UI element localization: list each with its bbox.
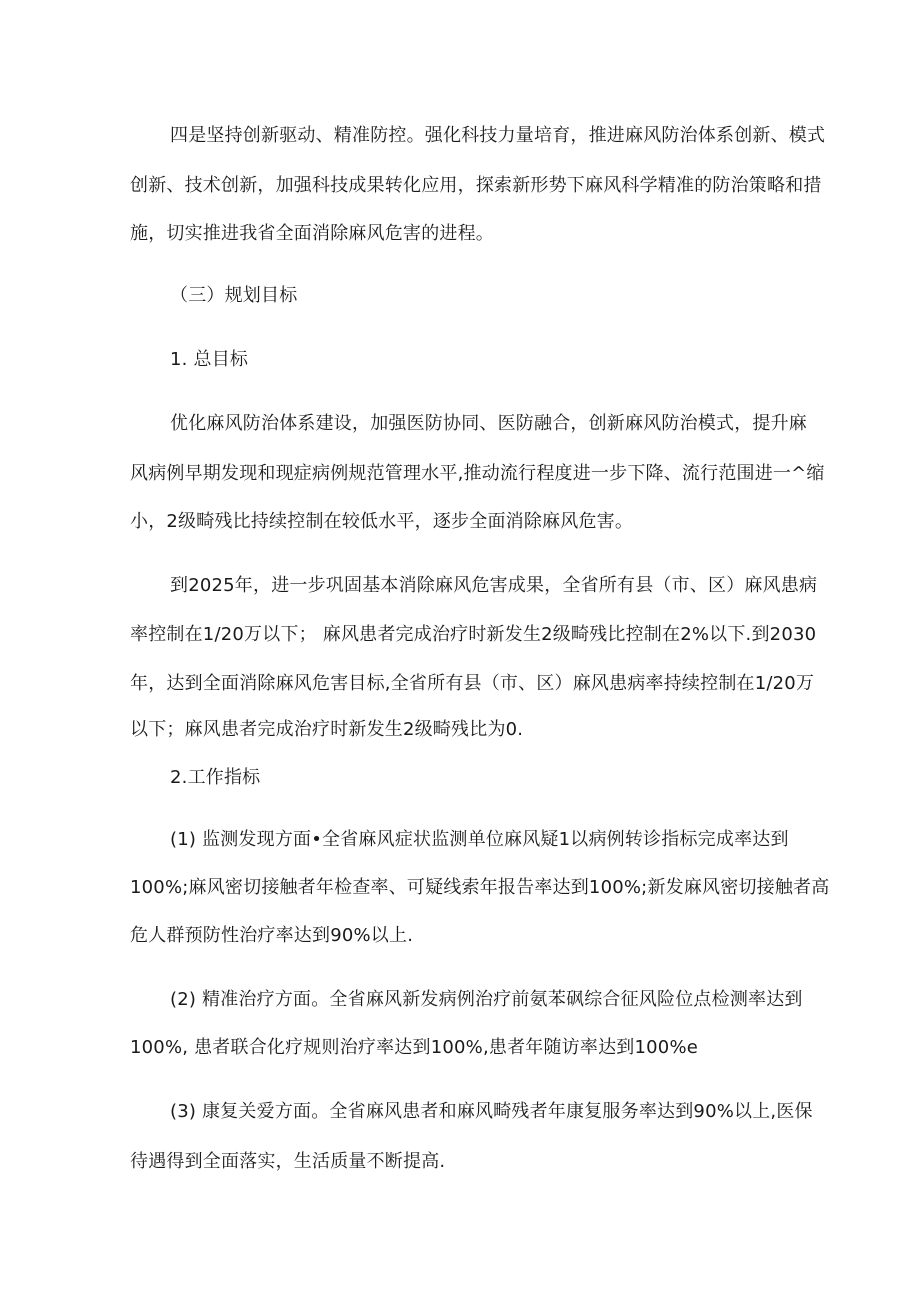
overall-goal-line-3: 小，2级畸残比持续控制在较低水平，逐步全面消除麻风危害。 [130,511,634,532]
targets-line-1: 到2025年，进一步巩固基本消除麻风危害成果，全省所有县（市、区）麻风患病 [170,575,818,596]
indicator-1-line-3: 危人群预防性治疗率达到90%以上. [130,925,414,946]
indicator-1-line-1: (1) 监测发现方面•全省麻风症状监测单位麻风疑1以病例转诊指标完成率达到 [170,829,789,850]
paragraph-4-line-3: 施，切实推进我省全面消除麻风危害的进程。 [130,223,494,244]
indicator-3-line-2: 待遇得到全面落实，生活质量不断提高. [130,1151,446,1172]
indicator-2-line-2: 100%, 患者联合化疗规则治疗率达到100%,患者年随访率达到100%e [130,1037,699,1058]
subheading-overall-goal: 1. 总目标 [170,349,249,370]
targets-line-3: 年，达到全面消除麻风危害目标,全省所有县（市、区）麻风患病率持续控制在1/20万 [130,673,815,694]
subheading-work-indicators: 2.工作指标 [170,767,261,788]
indicator-1-line-2: 100%;麻风密切接触者年检查率、可疑线索年报告率达到100%;新发麻风密切接触者高 [130,877,830,898]
indicator-3-line-1: (3) 康复关爱方面。全省麻风患者和麻风畸残者年康复服务率达到90%以上,医保 [170,1101,813,1122]
overall-goal-line-2: 风病例早期发现和现症病例规范管理水平,推动流行程度进一步下降、流行范围进一^缩 [130,463,825,484]
overall-goal-line-1: 优化麻风防治体系建设，加强医防协同、医防融合，创新麻风防治模式，提升麻 [170,413,807,434]
targets-line-2: 率控制在1/20万以下； 麻风患者完成治疗时新发生2级畸残比控制在2%以下.到2030 [130,624,817,645]
paragraph-4-line-1: 四是坚持创新驱动、精准防控。强化科技力量培育，推进麻风防治体系创新、模式 [170,125,826,146]
indicator-2-line-1: (2) 精准治疗方面。全省麻风新发病例治疗前氨苯砜综合征风险位点检测率达到 [170,989,803,1010]
paragraph-4-line-2: 创新、技术创新，加强科技成果转化应用，探索新形势下麻风科学精准的防治策略和措 [130,175,822,196]
targets-line-4: 以下；麻风患者完成治疗时新发生2级畸残比为0. [130,719,524,740]
section-heading: （三）规划目标 [170,285,298,306]
